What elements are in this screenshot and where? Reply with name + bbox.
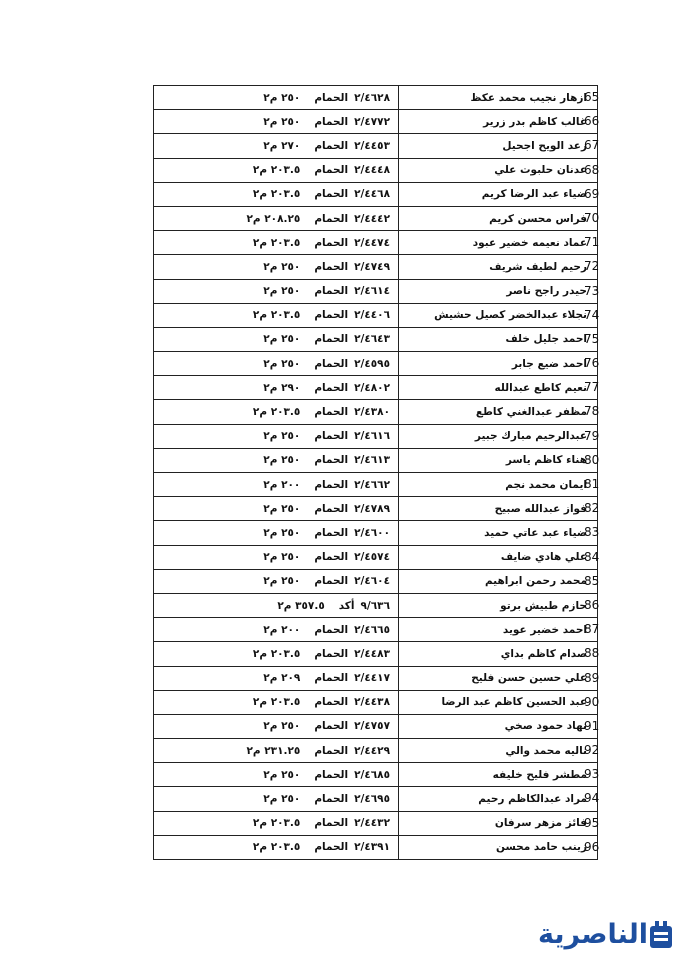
plot-number: ٢/٤٦١٣ [354, 454, 390, 467]
plot-detail-cell [154, 110, 399, 134]
district-name: الحمام [314, 696, 349, 709]
district-name: الحمام [314, 164, 349, 177]
table-row [154, 134, 598, 158]
table-row [154, 690, 598, 714]
district-name: الحمام [314, 357, 349, 370]
district-name: الحمام [314, 260, 349, 273]
owner-name-cell: ناليه محمد والي [399, 739, 598, 763]
owner-name-cell: ضياء عبد الرضا كريم [399, 182, 598, 206]
plot-detail-cell [154, 787, 399, 811]
plot-area: ٢٥٠ م٢ [263, 333, 301, 346]
row-number: 76 [584, 356, 600, 371]
plot-detail-cell [154, 279, 399, 303]
row-number: 96 [584, 839, 600, 854]
plot-area: ٢٠٣.٥ م٢ [252, 236, 301, 249]
district-name: الحمام [314, 502, 349, 515]
district-name: الحمام [314, 381, 349, 394]
plot-number: ٢/٤٧٧٢ [354, 115, 390, 128]
plot-detail-cell [154, 182, 399, 206]
plot-area: ٢٣١.٢٥ م٢ [246, 744, 301, 757]
plot-area: ٢٠٣.٥ م٢ [252, 188, 301, 201]
district-name: أكد [338, 599, 355, 612]
row-number: 75 [584, 331, 600, 346]
logo-word: الناصرية [538, 919, 648, 950]
district-name: الحمام [314, 454, 349, 467]
row-number: 92 [584, 743, 600, 758]
plot-number: ٢/٤٧٥٧ [354, 720, 390, 733]
owner-name-cell: عماد نعيمه خضير عبود [399, 231, 598, 255]
table-row [154, 110, 598, 134]
plot-area: ٢٥٠ م٢ [263, 357, 301, 370]
row-number: 69 [584, 186, 600, 201]
plot-area: ٢٥٠ م٢ [263, 793, 301, 806]
owner-name-cell: فائز مزهر سرفان [399, 811, 598, 835]
table-row [154, 835, 598, 859]
table-row [154, 303, 598, 327]
plot-detail-cell [154, 352, 399, 376]
row-number: 73 [584, 283, 600, 298]
owner-name-cell: فراس محسن كريم [399, 206, 598, 230]
plot-number: ٢/٤٦٤٣ [354, 333, 390, 346]
owner-name-cell: صدام كاظم بداي [399, 642, 598, 666]
district-name: الحمام [314, 333, 349, 346]
plot-detail-cell [154, 714, 399, 738]
district-name: الحمام [314, 623, 349, 636]
district-name: الحمام [314, 406, 349, 419]
plot-detail-cell [154, 400, 399, 424]
row-number: 86 [584, 597, 600, 612]
row-number: 84 [584, 549, 600, 564]
logo-mark-icon [648, 918, 674, 952]
plot-detail-cell [154, 497, 399, 521]
owner-name-cell: حازم طبيش برتو [399, 593, 598, 617]
plot-detail-cell [154, 473, 399, 497]
plot-area: ٢٠٣.٥ م٢ [252, 841, 301, 854]
plot-detail-cell [154, 376, 399, 400]
row-number: 67 [584, 138, 600, 153]
table-row [154, 642, 598, 666]
row-number: 71 [584, 235, 600, 250]
plot-detail-cell [154, 811, 399, 835]
plot-area: ٢٧٠ م٢ [263, 139, 301, 152]
owner-name-cell: ايمان محمد نجم [399, 473, 598, 497]
plot-number: ٢/٤٤٤٢ [354, 212, 390, 225]
row-number: 91 [584, 718, 600, 733]
plot-number: ٢/٤٦٠٤ [354, 575, 390, 588]
plot-area: ٢٥٠ م٢ [263, 502, 301, 515]
row-number: 78 [584, 404, 600, 419]
row-number: 79 [584, 428, 600, 443]
plot-number: ٢/٤٦١٦ [354, 430, 390, 443]
plot-area: ٢٥٠ م٢ [263, 526, 301, 539]
plot-number: ٢/٤٥٩٥ [354, 357, 390, 370]
plot-area: ٢٥٠ م٢ [263, 91, 301, 104]
owner-name-cell: مطشر فليح خليفه [399, 763, 598, 787]
plot-number: ٢/٤٤٤٨ [354, 164, 390, 177]
records-table [153, 85, 598, 860]
table-row [154, 279, 598, 303]
plot-number: ٢/٤٤٨٣ [354, 647, 390, 660]
plot-area: ٢٠٣.٥ م٢ [252, 164, 301, 177]
district-name: الحمام [314, 551, 349, 564]
owner-name-cell: نجلاء عبدالخضر كصيل حشيش [399, 303, 598, 327]
owner-name-cell: ضياء عبد عاتي حميد [399, 521, 598, 545]
plot-detail-cell [154, 666, 399, 690]
plot-number: ٢/٤٤٧٤ [354, 236, 390, 249]
plot-number: ٢/٤٦٨٥ [354, 768, 390, 781]
table-row [154, 497, 598, 521]
row-number: 72 [584, 259, 600, 274]
row-number: 88 [584, 646, 600, 661]
owner-name-cell: احمد ضيع جابر [399, 352, 598, 376]
plot-number: ٢/٤٣٨٠ [354, 406, 390, 419]
watermark-logo [538, 916, 674, 954]
row-number: 77 [584, 380, 600, 395]
table-row [154, 255, 598, 279]
plot-number: ٢/٤٣٩١ [354, 841, 390, 854]
plot-detail-cell [154, 739, 399, 763]
district-name: الحمام [314, 526, 349, 539]
plot-number: ٢/٤٤٣٨ [354, 696, 390, 709]
plot-area: ٢٥٠ م٢ [263, 768, 301, 781]
plot-area: ٢٠٣.٥ م٢ [252, 406, 301, 419]
table-row [154, 763, 598, 787]
table-row [154, 400, 598, 424]
plot-detail-cell [154, 255, 399, 279]
plot-number: ٢/٤٦٦٥ [354, 623, 390, 636]
table-row [154, 618, 598, 642]
row-number: 90 [584, 694, 600, 709]
owner-name-cell: مراد عبدالكاظم رحيم [399, 787, 598, 811]
plot-detail-cell [154, 231, 399, 255]
district-name: الحمام [314, 768, 349, 781]
plot-detail-cell [154, 134, 399, 158]
plot-detail-cell [154, 569, 399, 593]
owner-name-cell: عدنان حلبوت علي [399, 158, 598, 182]
plot-area: ٢٥٠ م٢ [263, 285, 301, 298]
row-number: 82 [584, 501, 600, 516]
plot-number: ٢/٤٧٨٩ [354, 502, 390, 515]
table-row [154, 448, 598, 472]
district-name: الحمام [314, 841, 349, 854]
owner-name-cell: نهاد حمود صخي [399, 714, 598, 738]
table-row [154, 666, 598, 690]
table-row [154, 231, 598, 255]
owner-name-cell: محمد رحمن ابراهيم [399, 569, 598, 593]
plot-detail-cell [154, 521, 399, 545]
row-number: 65 [584, 90, 600, 104]
district-name: الحمام [314, 793, 349, 806]
plot-detail-cell [154, 86, 399, 110]
plot-number: ٢/٤٤٣٢ [354, 817, 390, 830]
table-row [154, 569, 598, 593]
table-row [154, 787, 598, 811]
district-name: الحمام [314, 817, 349, 830]
plot-area: ٢٥٠ م٢ [263, 720, 301, 733]
table-row [154, 424, 598, 448]
row-number: 87 [584, 622, 600, 637]
table-row [154, 182, 598, 206]
table-row [154, 352, 598, 376]
plot-number: ٢/٤٦٢٨ [354, 91, 390, 104]
district-name: الحمام [314, 575, 349, 588]
district-name: الحمام [314, 139, 349, 152]
district-name: الحمام [314, 285, 349, 298]
district-name: الحمام [314, 188, 349, 201]
plot-detail-cell [154, 618, 399, 642]
plot-area: ٢٠٩ م٢ [263, 672, 301, 685]
plot-area: ٢٥٠ م٢ [263, 454, 301, 467]
plot-detail-cell [154, 545, 399, 569]
row-number: 70 [584, 210, 600, 225]
district-name: الحمام [314, 744, 349, 757]
district-name: الحمام [314, 236, 349, 249]
plot-detail-cell [154, 158, 399, 182]
owner-name-cell: احمد جليل خلف [399, 327, 598, 351]
plot-detail-cell [154, 448, 399, 472]
owner-name-cell: نعيم كاطع عبدالله [399, 376, 598, 400]
table-row [154, 811, 598, 835]
row-number: 74 [584, 307, 600, 322]
table-row [154, 376, 598, 400]
plot-number: ٢/٤٨٠٢ [354, 381, 390, 394]
owner-name-cell: علي هادي ضايف [399, 545, 598, 569]
plot-area: ٢٠٣.٥ م٢ [252, 696, 301, 709]
plot-area: ٢٥٠ م٢ [263, 551, 301, 564]
table-row [154, 206, 598, 230]
plot-detail-cell [154, 303, 399, 327]
plot-number: ٢/٤٤٦٨ [354, 188, 390, 201]
plot-number: ٢/٤٤٥٣ [354, 139, 390, 152]
owner-name-cell: احمد خضير عويد [399, 618, 598, 642]
plot-detail-cell [154, 690, 399, 714]
row-number: 94 [584, 791, 600, 806]
table-row [154, 158, 598, 182]
plot-area: ٢٠٣.٥ م٢ [252, 647, 301, 660]
table-row [154, 714, 598, 738]
row-number: 66 [584, 114, 600, 129]
owner-name-cell: زينب حامد محسن [399, 835, 598, 859]
plot-detail-cell [154, 593, 399, 617]
plot-number: ٢/٤٤٠٦ [354, 309, 390, 322]
plot-area: ٢٥٠ م٢ [263, 430, 301, 443]
owner-name-cell: هناء كاظم ياسر [399, 448, 598, 472]
row-number: 95 [584, 815, 600, 830]
district-name: الحمام [314, 91, 349, 104]
table-row [154, 593, 598, 617]
plot-detail-cell [154, 424, 399, 448]
plot-detail-cell [154, 327, 399, 351]
plot-number: ٢/٤٧٤٩ [354, 260, 390, 273]
plot-detail-cell [154, 835, 399, 859]
plot-detail-cell [154, 763, 399, 787]
owner-name-cell: فواز عبدالله صبيح [399, 497, 598, 521]
plot-area: ٢٩٠ م٢ [263, 381, 301, 394]
plot-area: ٢٥٠ م٢ [263, 575, 301, 588]
plot-area: ٢٠٠ م٢ [263, 623, 301, 636]
table-row [154, 521, 598, 545]
plot-number: ٢/٤٤١٧ [354, 672, 390, 685]
row-number: 93 [584, 767, 600, 782]
row-number: 80 [584, 452, 600, 467]
plot-number: ٢/٤٤٢٩ [354, 744, 390, 757]
district-name: الحمام [314, 478, 349, 491]
plot-area: ٢٥٠ م٢ [263, 260, 301, 273]
owner-name-cell: حيدر راجح ناصر [399, 279, 598, 303]
owner-name-cell: غالب كاظم بدر زرير [399, 110, 598, 134]
plot-number: ٢/٤٦٦٢ [354, 478, 390, 491]
row-number-column [584, 85, 614, 859]
owner-name-cell: مظفر عبدالغني كاطع [399, 400, 598, 424]
district-name: الحمام [314, 672, 349, 685]
plot-number: ٢/٤٦١٤ [354, 285, 390, 298]
plot-area: ٢٠٨.٢٥ م٢ [246, 212, 301, 225]
owner-name-cell: رحيم لطيف شريف [399, 255, 598, 279]
owner-name-cell: علي حسين حسن فليح [399, 666, 598, 690]
district-name: الحمام [314, 647, 349, 660]
plot-area: ٢٥٠ م٢ [263, 115, 301, 128]
row-number: 83 [584, 525, 600, 540]
plot-number: ٩/٦٣٦ [360, 599, 390, 612]
district-name: الحمام [314, 115, 349, 128]
district-name: الحمام [314, 720, 349, 733]
row-number: 81 [584, 477, 600, 491]
plot-number: ٢/٤٦٩٥ [354, 793, 390, 806]
district-name: الحمام [314, 309, 349, 322]
owner-name-cell: ازهار نجيب محمد عكظ [399, 86, 598, 110]
row-number: 89 [584, 670, 600, 685]
table-row [154, 86, 598, 110]
owner-name-cell: رعد الويح اجحيل [399, 134, 598, 158]
plot-number: ٢/٤٥٧٤ [354, 551, 390, 564]
owner-name-cell: عبدالرحيم مبارك جبير [399, 424, 598, 448]
plot-detail-cell [154, 642, 399, 666]
plot-detail-cell [154, 206, 399, 230]
owner-name-cell: عبد الحسين كاظم عبد الرضا [399, 690, 598, 714]
row-number: 85 [584, 573, 600, 588]
district-name: الحمام [314, 212, 349, 225]
plot-area: ٢٠٣.٥ م٢ [252, 309, 301, 322]
table-row [154, 545, 598, 569]
plot-area: ٢٠٣.٥ م٢ [252, 817, 301, 830]
row-number: 68 [584, 162, 600, 177]
plot-area: ٣٥٧.٥ م٢ [277, 599, 325, 612]
plot-area: ٢٠٠ م٢ [263, 478, 301, 491]
table-row [154, 327, 598, 351]
plot-number: ٢/٤٦٠٠ [354, 526, 390, 539]
table-row [154, 739, 598, 763]
table-row [154, 473, 598, 497]
district-name: الحمام [314, 430, 349, 443]
